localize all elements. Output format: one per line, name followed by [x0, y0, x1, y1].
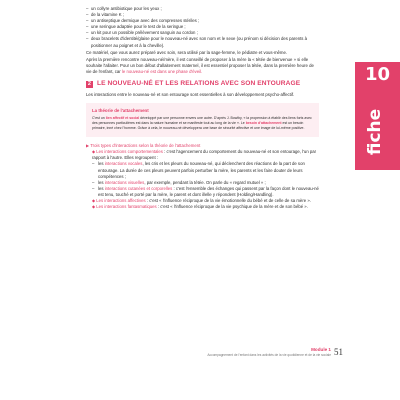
- emphasis-text: interactions visuelles: [104, 179, 145, 185]
- interaction-label: Les interactions fantasmatiques: [96, 204, 157, 210]
- footer: [86, 347, 331, 358]
- list-item: – une seringue adaptée pour le test de la seringue ;: [86, 24, 319, 30]
- page-number: 51: [334, 347, 343, 357]
- text: les: [98, 179, 105, 185]
- section-number: 2: [87, 81, 92, 88]
- list-item: – de la vitamine K ;: [86, 12, 319, 18]
- section-title: LE NOUVEAU-NÉ ET LES RELATIONS AVEC SON ENTOURAGE: [97, 80, 301, 88]
- interaction-item: [86, 204, 319, 210]
- box-text-part: développé par une personne envers une autre. D'après J. Bowlby, « la propension à établir des liens forts avec des personnes particulières est dans la nature humaine et se manifeste tout au long de la vie ». Le: [92, 116, 312, 126]
- text: les: [98, 185, 105, 191]
- page-body: [86, 6, 319, 210]
- box-text: [92, 116, 313, 131]
- list-item: [86, 161, 319, 179]
- list-item: – un kit pour un possible prélèvement sanguin au cordon ;: [86, 30, 319, 36]
- list-item: – un collyre antibiotique pour les yeux ;: [86, 6, 319, 12]
- interactions-section: [86, 143, 319, 210]
- interaction-text: : c'est « l'influence réciproque de la vie psychique de la mère et de son bébé ».: [156, 204, 308, 210]
- chapter-tab: [355, 62, 400, 170]
- section-intro: Les interactions entre le nouveau-né et son entourage sont essentielles à son développement psycho-affectif.: [86, 92, 295, 98]
- section-heading: [86, 81, 319, 88]
- text: , par exemple, pendant la tétée. On parle du « regard mutuel » ;: [144, 179, 266, 185]
- box-title: La théorie de l'attachement: [92, 108, 149, 114]
- paragraph-text: Après la première rencontre nouveau-né/mère, il est conseillé de proposer à la mère la « tétée de bienvenue » si elle souhaite l'allaiter. Pour un bon début d'allaitement maternel, il est essentiel proposer la tétée, dans la première heure de vie de l'enfant, car: [86, 56, 314, 74]
- chapter-word: fiche: [365, 108, 385, 156]
- interaction-text: : c'est « l'influence réciproque de la vie émotionnelle du bébé et de celle de sa mère ».: [145, 197, 311, 203]
- text: , les cris et les pleurs du nouveau-né, qui déclenchent des réactions de la part de son entourage. La durée de ces pleurs peuvent parfois perturber la mère, les parents et les faire douter de leurs compétences ;: [98, 161, 305, 179]
- box-text-part: C'est un: [92, 116, 106, 121]
- footer-module: Module 1: [311, 347, 331, 352]
- diamond-bullet-icon: ◆: [92, 149, 96, 155]
- attachment-theory-box: [86, 103, 319, 137]
- interaction-label: Les interactions comportementales: [96, 149, 163, 155]
- emphasis-text: interactions cutanées et corporelles: [104, 185, 173, 191]
- box-emphasis: besoin d'attachement: [245, 121, 282, 126]
- box-emphasis: lien affectif et social: [105, 116, 140, 121]
- paragraph: Ce matériel, que vous aurez préparé avec soin, sera utilisé par la sage-femme, le pédiatre et vous-même.: [86, 49, 288, 55]
- diamond-bullet-icon: ▶: [86, 143, 90, 149]
- diamond-bullet-icon: ◆: [92, 197, 96, 203]
- interaction-item: [86, 149, 319, 161]
- paragraph: [86, 57, 319, 75]
- box-text-part: est un besoin primaire, inné chez l'homme. Grâce à cela, le nouveau-né développera une base de sécurité affective et une image de lui-même positive.: [92, 121, 305, 131]
- emphasis-text: le nouveau-né est dans une phase d'éveil.: [121, 68, 203, 74]
- diamond-bullet-icon: ◆: [92, 204, 96, 210]
- interaction-label: Les interactions affectives: [96, 197, 146, 203]
- emphasis-text: interactions vocales: [104, 161, 143, 167]
- list-item: [86, 186, 319, 198]
- text: les: [98, 161, 105, 167]
- equipment-list: [86, 6, 319, 49]
- list-item: – un antiseptique dermique avec des compresses stériles ;: [86, 18, 319, 24]
- chapter-number: 10: [364, 64, 391, 85]
- interaction-text: : c'est l'agencement du comportement du nouveau-né et son entourage, l'un par rapport à l'autre. Elles regroupent :: [92, 149, 317, 161]
- sub-heading-text: Trois types d'interactions selon la théorie de l'attachement: [90, 143, 201, 149]
- footer-caption: Accompagnement de l'enfant dans les activités de la vie quotidienne et de la vie sociale: [207, 353, 331, 357]
- list-item: – deux bracelets d'identité/glaise pour le nouveau-né avec son nom et le sexe (ou prénom si décision des parents à positionner au poignet et à la cheville).: [86, 36, 319, 48]
- text: : c'est l'ensemble des échanges qui passent par la façon dont le nouveau-né est tenu, touché et porté par la mère, le parent et dont il/elle y répondent (Holding/Handling).: [98, 185, 319, 197]
